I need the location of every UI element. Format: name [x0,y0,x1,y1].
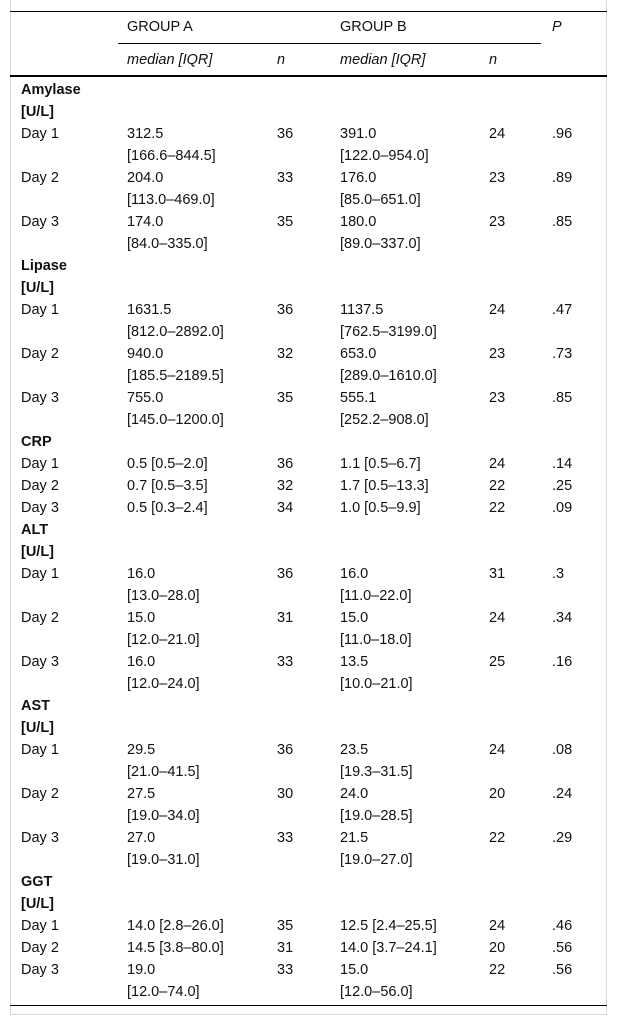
p-value: .3 [552,566,565,582]
p-value: .16 [552,654,573,670]
group-a-median-iqr: 16.0 [127,654,156,670]
p-value: .56 [552,940,573,956]
section-title: CRP [21,434,52,450]
section-title: [U/L] [21,544,55,560]
p-value: .09 [552,500,573,516]
group-b-n: 23 [489,170,506,186]
group-b-median-iqr: [19.0–28.5] [340,808,413,824]
row-day-label: Day 2 [21,170,59,186]
group-a-n: 36 [277,456,294,472]
group-b-median-iqr: [10.0–21.0] [340,676,413,692]
group-b-median-iqr: [12.0–56.0] [340,984,413,1000]
row-day-label: Day 3 [21,500,59,516]
group-a-median-iqr: 14.0 [2.8–26.0] [127,918,224,934]
row-day-label: Day 1 [21,566,59,582]
group-a-n: 33 [277,830,294,846]
group-a-median-iqr: 29.5 [127,742,156,758]
group-a-median-iqr: [19.0–34.0] [127,808,200,824]
group-b-median-iqr: [11.0–22.0] [340,588,412,604]
group-a-median-iqr: [113.0–469.0] [127,192,215,208]
row-day-label: Day 2 [21,610,59,626]
row-day-label: Day 2 [21,346,59,362]
group-b-median-iqr: 24.0 [340,786,369,802]
group-a-median-iqr: 312.5 [127,126,164,142]
median-iqr-b-header: median [IQR] [340,52,426,68]
group-a-median-iqr: 940.0 [127,346,164,362]
group-b-n: 24 [489,610,506,626]
group-b-n: 24 [489,302,506,318]
median-iqr-a-header: median [IQR] [127,52,213,68]
p-value-header: P [552,19,562,35]
group-b-n: 24 [489,742,506,758]
group-a-median-iqr: 27.5 [127,786,156,802]
p-value: .08 [552,742,573,758]
p-value: .56 [552,962,573,978]
group-b-median-iqr: [252.2–908.0] [340,412,429,428]
group-a-median-iqr: 0.5 [0.5–2.0] [127,456,208,472]
group-b-n: 22 [489,962,506,978]
group-b-n: 24 [489,456,506,472]
row-day-label: Day 3 [21,654,59,670]
group-b-median-iqr: 180.0 [340,214,377,230]
table-frame [10,0,607,1015]
group-b-n: 24 [489,918,506,934]
group-a-n: 31 [277,610,294,626]
group-b-n: 22 [489,478,506,494]
group-b-median-iqr: 14.0 [3.7–24.1] [340,940,437,956]
group-b-median-iqr: [85.0–651.0] [340,192,421,208]
group-b-median-iqr: [289.0–1610.0] [340,368,437,384]
group-b-header: GROUP B [340,19,407,35]
group-a-median-iqr: [166.6–844.5] [127,148,216,164]
group-a-median-iqr: [12.0–24.0] [127,676,200,692]
group-b-median-iqr: [19.3–31.5] [340,764,413,780]
group-a-median-iqr: [185.5–2189.5] [127,368,224,384]
group-b-median-iqr: [122.0–954.0] [340,148,429,164]
section-title: ALT [21,522,49,538]
p-value: .24 [552,786,573,802]
group-b-median-iqr: [762.5–3199.0] [340,324,437,340]
p-value: .85 [552,390,573,406]
group-b-median-iqr: [11.0–18.0] [340,632,412,648]
row-day-label: Day 3 [21,390,59,406]
group-a-median-iqr: [12.0–21.0] [127,632,200,648]
group-b-n: 23 [489,214,506,230]
group-a-median-iqr: 1631.5 [127,302,172,318]
row-day-label: Day 3 [21,830,59,846]
group-b-median-iqr: 653.0 [340,346,377,362]
p-value: .25 [552,478,573,494]
group-b-n: 24 [489,126,506,142]
group-a-median-iqr: 755.0 [127,390,164,406]
group-a-n: 35 [277,214,294,230]
row-day-label: Day 1 [21,918,59,934]
row-day-label: Day 2 [21,478,59,494]
group-a-median-iqr: 16.0 [127,566,156,582]
group-b-median-iqr: 15.0 [340,610,369,626]
group-b-median-iqr: 391.0 [340,126,377,142]
section-title: Lipase [21,258,67,274]
group-a-n: 35 [277,390,294,406]
group-b-median-iqr: 12.5 [2.4–25.5] [340,918,437,934]
group-a-median-iqr: 27.0 [127,830,156,846]
group-a-n: 31 [277,940,294,956]
row-day-label: Day 3 [21,962,59,978]
group-a-median-iqr: 0.7 [0.5–3.5] [127,478,208,494]
group-a-n: 33 [277,654,294,670]
row-day-label: Day 3 [21,214,59,230]
group-a-header: GROUP A [127,19,193,35]
group-b-median-iqr: 15.0 [340,962,369,978]
group-a-n: 34 [277,500,294,516]
group-b-n: 22 [489,830,506,846]
group-a-n: 36 [277,126,294,142]
group-a-n: 32 [277,346,294,362]
group-a-median-iqr: 14.5 [3.8–80.0] [127,940,224,956]
group-b-median-iqr: [19.0–27.0] [340,852,413,868]
group-a-n: 32 [277,478,294,494]
section-title: [U/L] [21,896,55,912]
group-a-n: 30 [277,786,294,802]
group-a-n: 33 [277,962,294,978]
group-b-median-iqr: 1.1 [0.5–6.7] [340,456,421,472]
section-title: Amylase [21,82,81,98]
group-a-median-iqr: [145.0–1200.0] [127,412,224,428]
group-a-median-iqr: 0.5 [0.3–2.4] [127,500,208,516]
p-value: .73 [552,346,573,362]
row-day-label: Day 1 [21,126,59,142]
group-b-n: 31 [489,566,506,582]
group-b-median-iqr: 13.5 [340,654,369,670]
table-top-rule [10,11,607,12]
header-bottom-rule [10,75,607,77]
p-value: .85 [552,214,573,230]
group-b-median-iqr: 21.5 [340,830,369,846]
group-b-n: 23 [489,390,506,406]
group-a-median-iqr: 204.0 [127,170,164,186]
group-b-n: 23 [489,346,506,362]
section-title: AST [21,698,50,714]
group-a-median-iqr: [84.0–335.0] [127,236,208,252]
group-b-median-iqr: 555.1 [340,390,377,406]
group-b-median-iqr: [89.0–337.0] [340,236,421,252]
section-title: [U/L] [21,104,55,120]
group-b-n: 20 [489,940,506,956]
row-day-label: Day 1 [21,742,59,758]
section-title: [U/L] [21,720,55,736]
row-day-label: Day 2 [21,940,59,956]
group-a-n: 36 [277,566,294,582]
p-value: .34 [552,610,573,626]
group-b-n: 20 [489,786,506,802]
n-b-header: n [489,52,498,68]
group-a-median-iqr: [21.0–41.5] [127,764,200,780]
group-a-median-iqr: [13.0–28.0] [127,588,200,604]
group-a-median-iqr: 174.0 [127,214,164,230]
group-b-n: 22 [489,500,506,516]
n-a-header: n [277,52,286,68]
group-a-n: 35 [277,918,294,934]
table-bottom-rule [10,1005,607,1006]
group-a-n: 33 [277,170,294,186]
group-b-median-iqr: 16.0 [340,566,369,582]
group-b-n: 25 [489,654,506,670]
p-value: .89 [552,170,573,186]
p-value: .29 [552,830,573,846]
row-day-label: Day 2 [21,786,59,802]
p-value: .14 [552,456,573,472]
group-a-n: 36 [277,742,294,758]
group-b-median-iqr: 1137.5 [340,302,384,318]
row-day-label: Day 1 [21,456,59,472]
group-a-median-iqr: 19.0 [127,962,156,978]
group-b-median-iqr: 1.0 [0.5–9.9] [340,500,421,516]
p-value: .47 [552,302,573,318]
group-b-median-iqr: 176.0 [340,170,377,186]
section-title: GGT [21,874,53,890]
group-a-median-iqr: 15.0 [127,610,156,626]
group-b-median-iqr: 1.7 [0.5–13.3] [340,478,429,494]
group-a-n: 36 [277,302,294,318]
group-underline-rule [118,43,541,44]
section-title: [U/L] [21,280,55,296]
p-value: .96 [552,126,573,142]
group-a-median-iqr: [12.0–74.0] [127,984,200,1000]
group-b-median-iqr: 23.5 [340,742,369,758]
group-a-median-iqr: [812.0–2892.0] [127,324,224,340]
row-day-label: Day 1 [21,302,59,318]
p-value: .46 [552,918,573,934]
group-a-median-iqr: [19.0–31.0] [127,852,200,868]
